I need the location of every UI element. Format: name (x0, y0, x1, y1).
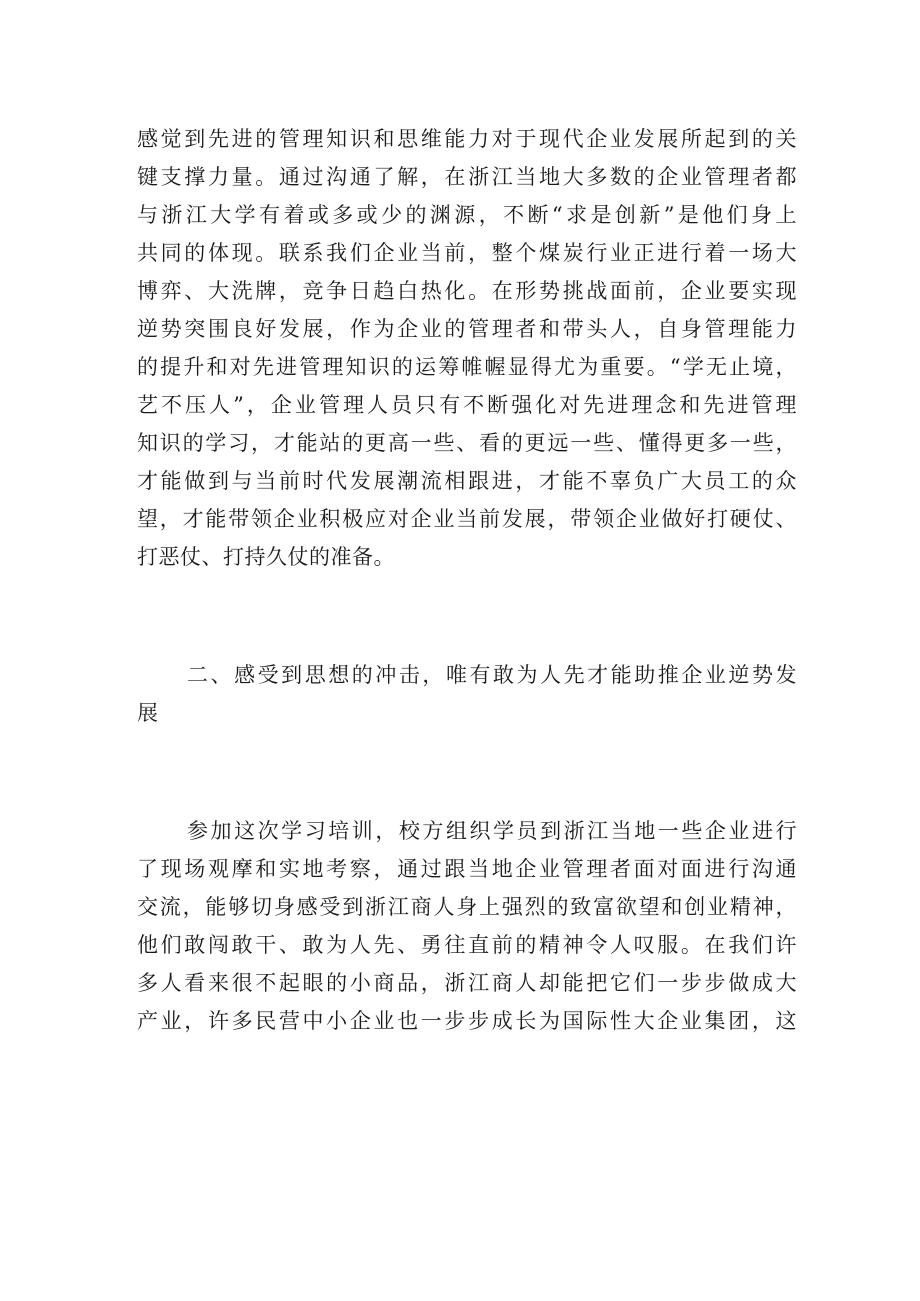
text-line: 键支撑力量。通过沟通了解，在浙江当地大多数的企业管理者都 (137, 165, 797, 189)
text-line: 多人看来很不起眼的小商品，浙江商人却能把它们一步步做成大 (137, 971, 797, 995)
text-line: 与浙江大学有着或多或少的渊源，不断“求是创新”是他们身上 (137, 203, 797, 227)
text-line: 感觉到先进的管理知识和思维能力对于现代企业发展所起到的关 (137, 127, 797, 151)
text-line: 共同的体现。联系我们企业当前，整个煤炭行业正进行着一场大 (137, 241, 797, 265)
text-line: 才能做到与当前时代发展潮流相跟进，才能不辜负广大员工的众 (137, 469, 797, 493)
heading-line: 二、感受到思想的冲击，唯有敢为人先才能助推企业逆势发 (187, 663, 797, 687)
text-line: 参加这次学习培训，校方组织学员到浙江当地一些企业进行 (187, 819, 797, 843)
text-line: 他们敢闯敢干、敢为人先、勇往直前的精神令人叹服。在我们许 (137, 933, 797, 957)
text-line: 打恶仗、打持久仗的准备。 (137, 545, 395, 569)
text-line: 的提升和对先进管理知识的运筹帷幄显得尤为重要。“学无止境， (137, 355, 797, 379)
text-line: 艺不压人”，企业管理人员只有不断强化对先进理念和先进管理 (137, 393, 797, 417)
text-line: 逆势突围良好发展，作为企业的管理者和带头人，自身管理能力 (137, 317, 797, 341)
text-line: 望，才能带领企业积极应对企业当前发展，带领企业做好打硬仗、 (137, 507, 797, 531)
text-line: 交流，能够切身感受到浙江商人身上强烈的致富欲望和创业精神， (137, 895, 797, 919)
text-line: 了现场观摩和实地考察，通过跟当地企业管理者面对面进行沟通 (137, 857, 797, 881)
text-line: 博弈、大洗牌，竞争日趋白热化。在形势挑战面前，企业要实现 (137, 279, 797, 303)
text-line: 产业，许多民营中小企业也一步步成长为国际性大企业集团，这 (137, 1009, 797, 1033)
text-line: 知识的学习，才能站的更高一些、看的更远一些、懂得更多一些， (137, 431, 797, 455)
heading-line: 展 (137, 701, 159, 725)
